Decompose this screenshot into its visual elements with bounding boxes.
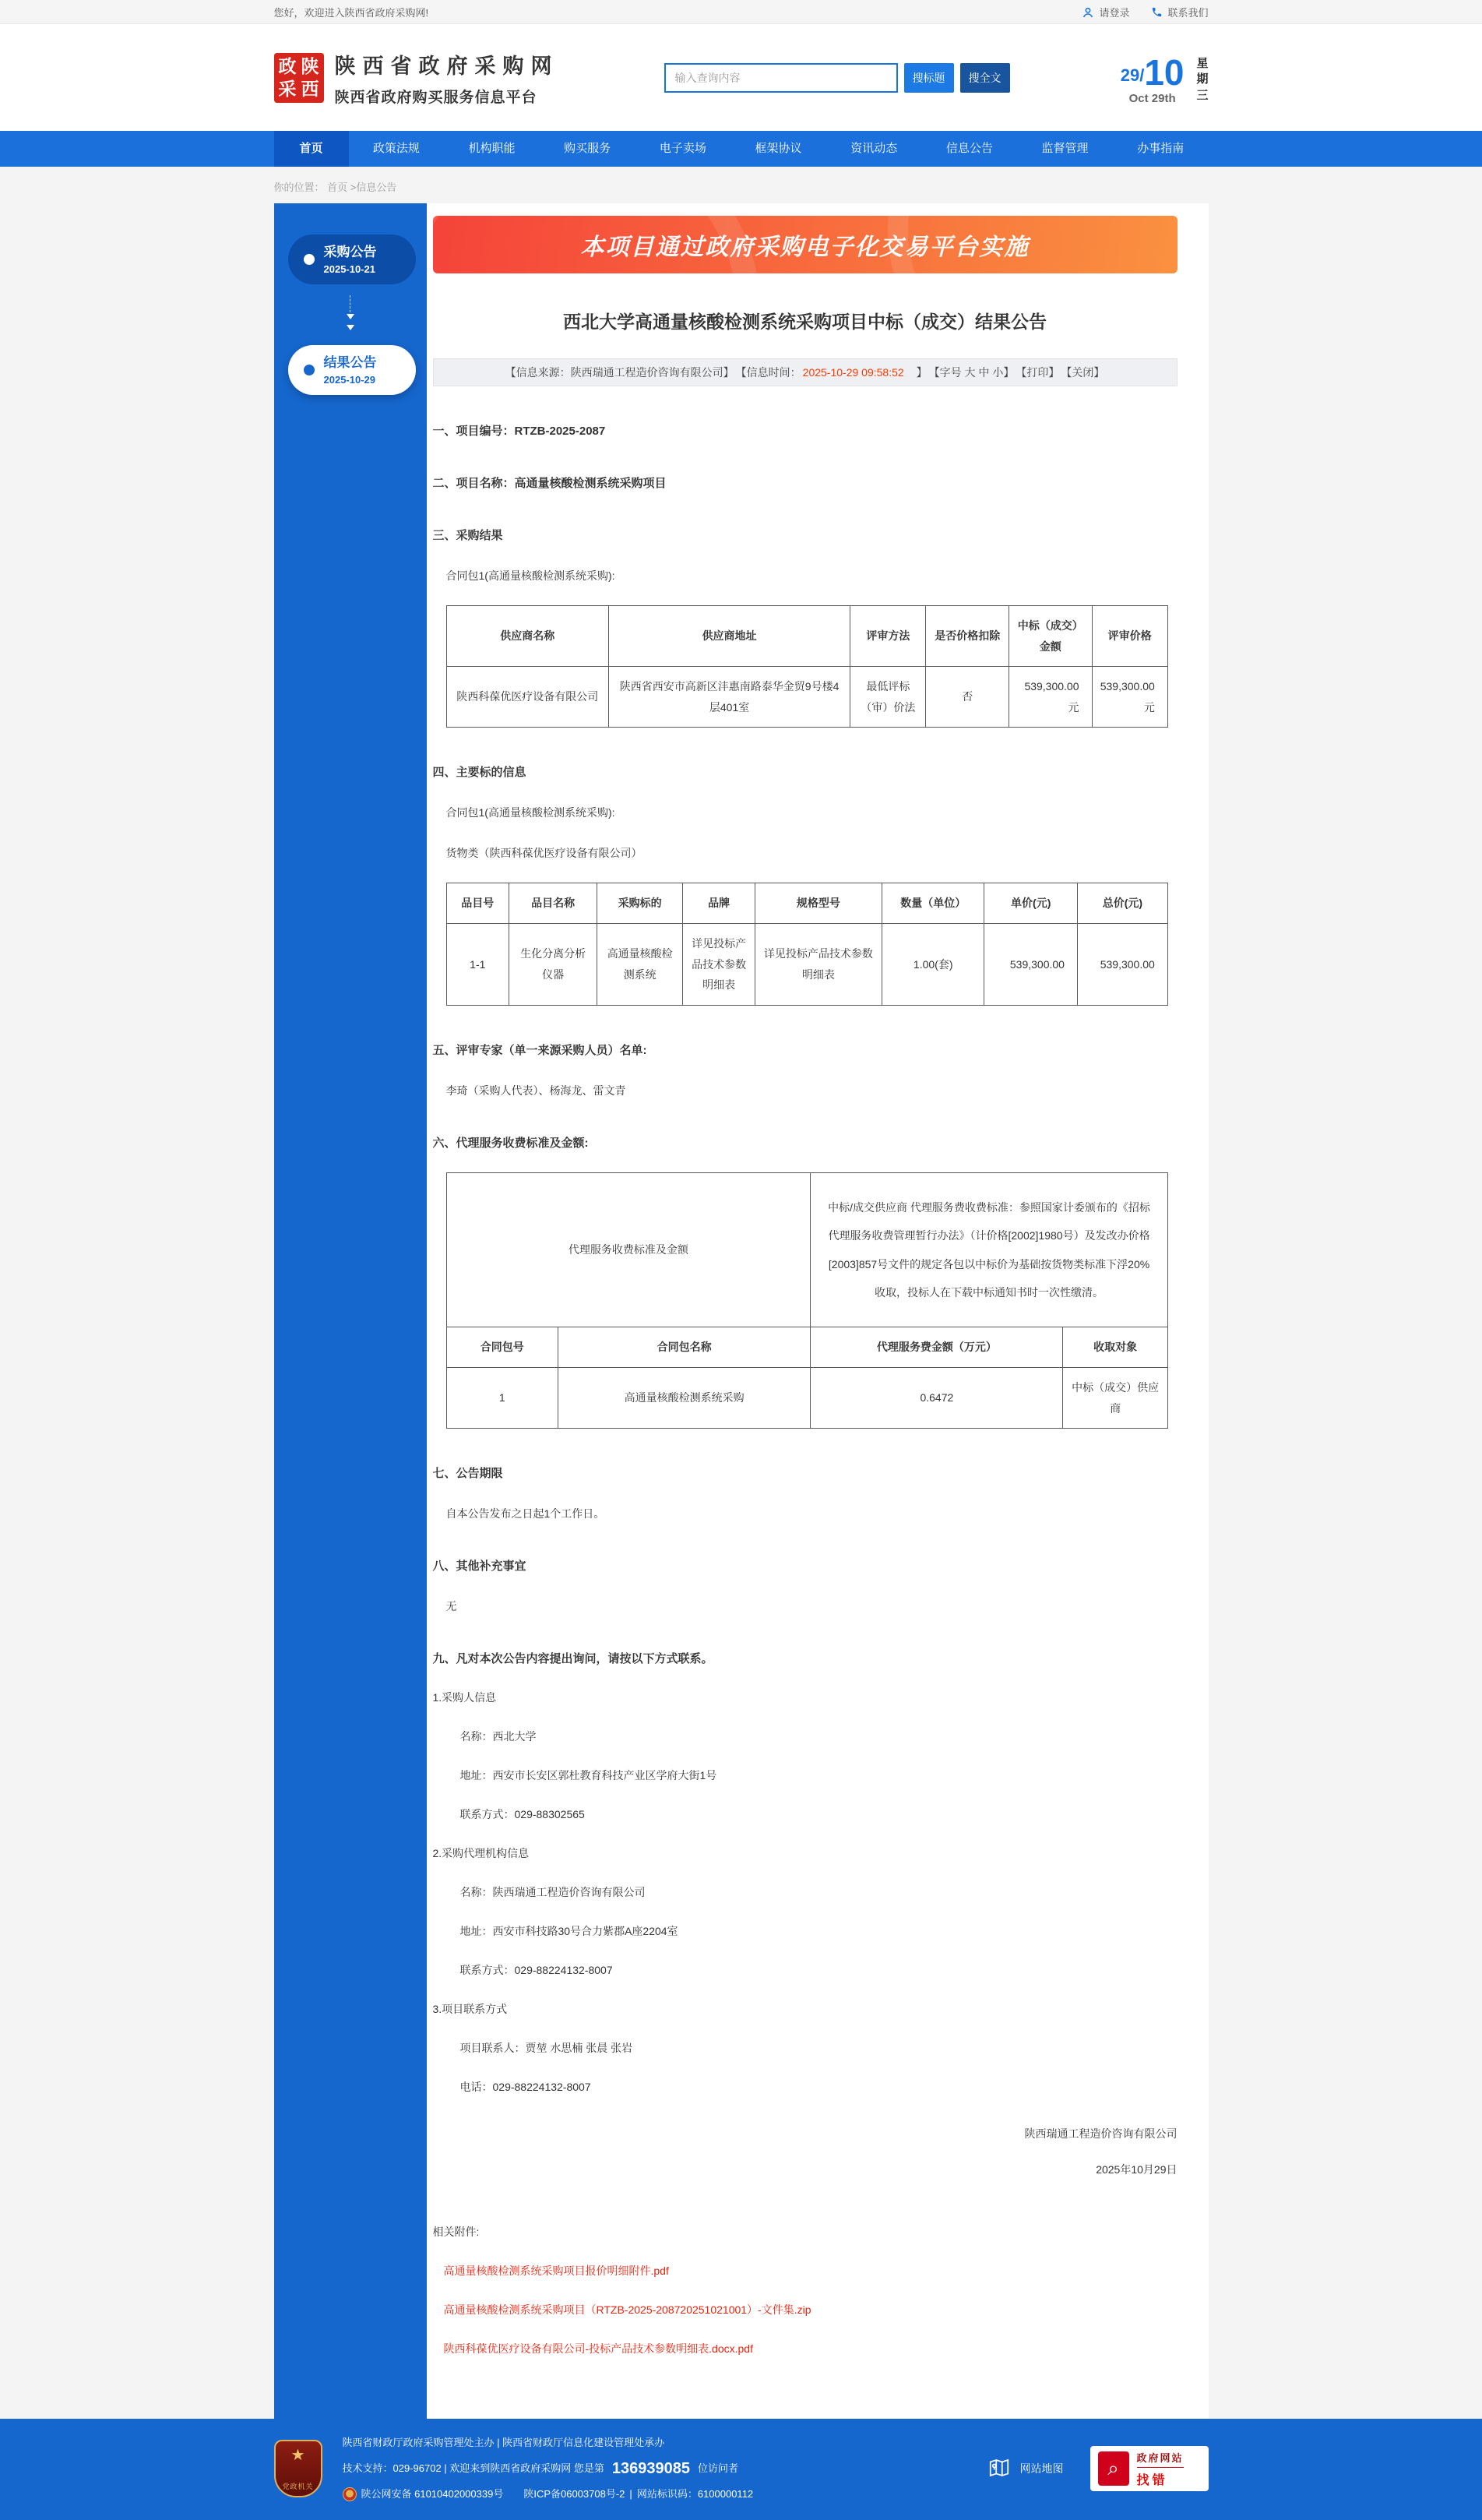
price-deduction: 否 xyxy=(926,667,1009,728)
sidebar-item-date: 2025-10-29 xyxy=(323,373,375,386)
sidebar-item-date: 2025-10-21 xyxy=(323,263,375,275)
nav-item-announcements[interactable]: 信息公告 xyxy=(945,142,993,155)
breadcrumb-separator: > xyxy=(350,182,357,193)
section-contact-info: 九、凡对本次公告内容提出询问，请按以下方式联系。 xyxy=(432,1652,713,1666)
goods-category-line: 货物类（陕西科葆优医疗设备有限公司） xyxy=(445,847,642,860)
col-header: 合同包号 xyxy=(446,1327,558,1368)
project-contacts: 项目联系人：贾堃 水思楠 张晨 张岩 xyxy=(459,2042,633,2055)
agency-info-title: 2.采购代理机构信息 xyxy=(432,1847,530,1860)
print-button[interactable]: 【打印】 xyxy=(1016,366,1060,379)
agency-phone: 联系方式：029-88224132-8007 xyxy=(459,1964,613,1977)
article-meta-bar xyxy=(433,358,1178,386)
logo-char: 采 xyxy=(278,78,297,99)
package-name: 高通量核酸检测系统采购 xyxy=(558,1367,811,1428)
meta-time-label: 【信息时间： xyxy=(735,366,801,379)
phone-icon xyxy=(1151,6,1163,18)
font-size-control[interactable]: 【字号 大 中 小】 xyxy=(928,366,1015,379)
announcement-period-line: 自本公告发布之日起1个工作日。 xyxy=(445,1507,605,1521)
agency-fee-table xyxy=(446,1172,1168,1429)
expert-names-line: 李琦（采购人代表）、杨海龙、雷文青 xyxy=(445,1084,626,1097)
section-other-matters: 八、其他补充事宜 xyxy=(432,1560,526,1574)
icp-filing: 陕ICP备06003708号-2 xyxy=(523,2488,625,2501)
logo-char: 西 xyxy=(301,78,319,99)
sidebar-item-title: 采购公告 xyxy=(323,245,377,260)
logo-seal-icon xyxy=(274,53,324,103)
table-row xyxy=(446,667,1167,728)
brand: 详见投标产品技术参数明细表 xyxy=(683,923,755,1005)
star-icon: ★ xyxy=(290,2447,305,2465)
topbar xyxy=(0,0,1482,24)
site-title: 陕西省政府采购网 xyxy=(334,54,559,78)
sitemap-link[interactable] xyxy=(986,2456,1064,2482)
procurement-subject: 高通量核酸检测系统 xyxy=(597,923,683,1005)
quantity: 1.00(套) xyxy=(882,923,984,1005)
attachment-link-quote-pdf[interactable]: 高通量核酸检测系统采购项目报价明细附件.pdf xyxy=(443,2264,669,2278)
search-fulltext-button[interactable]: 搜全文 xyxy=(960,63,1010,93)
site-subtitle: 陕西省政府购买服务信息平台 xyxy=(334,89,537,106)
nav-item-emarket[interactable]: 电子卖场 xyxy=(659,142,706,155)
supplier-result-table xyxy=(446,605,1168,728)
visitor-count: 136939085 xyxy=(611,2460,690,2478)
site-header xyxy=(0,24,1482,131)
project-phone: 电话：029-88224132-8007 xyxy=(459,2081,591,2094)
package-number: 1 xyxy=(446,1367,558,1428)
table-row xyxy=(446,1367,1167,1428)
sidebar-item-result-notice[interactable] xyxy=(288,345,416,395)
section-procurement-result: 三、采购结果 xyxy=(432,529,503,542)
date-english: Oct 29th xyxy=(1128,92,1176,105)
agency-fee-description: 中标/成交供应商 代理服务费收费标准：参照国家计委颁布的《招标代理服务收费管理暂行办法》（计价格[2002]1980号）及发改办价格[2003]857号文件的规定各包以中标价为基础按货物类标准下浮20%收取，投标人在下载中标通知书时一次性缴清。 xyxy=(811,1172,1168,1327)
article-title: 西北大学高通量核酸检测系统采购项目中标（成交）结果公告 xyxy=(563,312,1047,332)
fee-payer: 中标（成交）供应商 xyxy=(1063,1367,1167,1428)
agency-address: 地址：西安市科技路30号合力紫郡A座2204室 xyxy=(459,1925,678,1938)
attachment-link-params-pdf[interactable]: 陕西科葆优医疗设备有限公司-投标产品技术参数明细表.docx.pdf xyxy=(443,2342,753,2356)
section-project-name: 二、项目名称：高通量核酸检测系统采购项目 xyxy=(432,477,667,490)
user-icon xyxy=(1082,6,1094,19)
breadcrumb-current: 信息公告 xyxy=(356,182,397,193)
nav-item-policies[interactable]: 政策法规 xyxy=(372,142,420,155)
agency-name: 名称：陕西瑞通工程造价咨询有限公司 xyxy=(459,1886,646,1899)
police-badge-icon xyxy=(343,2487,357,2501)
item-name: 生化分离分析仪器 xyxy=(509,923,597,1005)
project-contact-title: 3.项目联系方式 xyxy=(432,2003,508,2016)
footer-text-block xyxy=(343,2436,754,2501)
article-content xyxy=(427,203,1209,2419)
col-header: 评审价格 xyxy=(1092,606,1167,667)
table-header-row xyxy=(446,1327,1167,1368)
col-header: 收取对象 xyxy=(1063,1327,1167,1368)
nav-item-purchase-service[interactable]: 购买服务 xyxy=(564,142,611,155)
nav-item-supervision[interactable]: 监督管理 xyxy=(1041,142,1089,155)
search-bar xyxy=(664,63,1010,93)
review-price: 539,300.00元 xyxy=(1092,667,1167,728)
nav-item-functions[interactable]: 机构职能 xyxy=(468,142,516,155)
logo-char: 政 xyxy=(278,55,297,76)
purchaser-address: 地址：西安市长安区郭杜教育科技产业区学府大街1号 xyxy=(459,1769,717,1782)
contract-package-line: 合同包1(高通量核酸检测系统采购): xyxy=(445,806,615,819)
award-amount: 539,300.00元 xyxy=(1009,667,1093,728)
breadcrumb xyxy=(274,167,1209,203)
party-gov-shield-icon xyxy=(274,2440,322,2497)
magnifier-icon: ⌕ xyxy=(1098,2451,1129,2486)
nav-item-home[interactable]: 首页 xyxy=(274,131,349,167)
search-title-button[interactable]: 搜标题 xyxy=(904,63,954,93)
timeline-arrow-icon xyxy=(274,295,427,334)
attachment-link-fileset-zip[interactable]: 高通量核酸检测系统采购项目（RTZB-2025-208720251021001）-文件集.zip xyxy=(443,2303,811,2317)
col-header: 品目号 xyxy=(446,883,509,924)
weekday-char: 星 xyxy=(1196,57,1209,70)
col-header: 供应商名称 xyxy=(446,606,608,667)
purchaser-name: 名称：西北大学 xyxy=(459,1730,537,1743)
gov-security-filing: 陕公网安备 61010402000339号 xyxy=(361,2488,504,2501)
logo-char: 陕 xyxy=(301,55,319,76)
item-number: 1-1 xyxy=(446,923,509,1005)
login-link[interactable] xyxy=(1082,5,1129,19)
supplier-name: 陕西科葆优医疗设备有限公司 xyxy=(446,667,608,728)
footer-right-block xyxy=(986,2446,1209,2491)
table-header-row xyxy=(446,883,1167,924)
supplier-address: 陕西省西安市高新区沣惠南路泰华金贸9号楼4层401室 xyxy=(608,667,850,728)
error-badge-site-label: 政府网站 xyxy=(1137,2450,1184,2468)
section-project-number: 一、项目编号：RTZB-2025-2087 xyxy=(432,425,606,438)
nav-item-framework[interactable]: 框架协议 xyxy=(755,142,802,155)
contact-us-link[interactable] xyxy=(1151,5,1208,19)
date-widget xyxy=(1121,50,1209,105)
sitemap-label: 网站地图 xyxy=(1019,2462,1064,2476)
site-identifier-code: 网站标识码：6100000112 xyxy=(636,2488,754,2501)
footer-separator: | xyxy=(629,2488,632,2501)
col-header: 是否价格扣除 xyxy=(926,606,1009,667)
search-input[interactable] xyxy=(664,63,898,93)
agency-fee-label: 代理服务收费标准及金额 xyxy=(446,1172,811,1327)
nav-item-news[interactable]: 资讯动态 xyxy=(850,142,898,155)
error-badge-find-label: 找错 xyxy=(1136,2473,1168,2487)
close-button[interactable]: 【关闭】 xyxy=(1061,366,1105,379)
footer-organizer-line: 陕西省财政厅政府采购管理处主办 | 陕西省财政厅信息化建设管理处承办 xyxy=(342,2437,665,2449)
col-header: 品目名称 xyxy=(509,883,597,924)
contract-package-line: 合同包1(高通量核酸检测系统采购): xyxy=(445,569,615,582)
login-label: 请登录 xyxy=(1099,7,1130,19)
nav-item-guide[interactable]: 办事指南 xyxy=(1137,142,1185,155)
purchaser-phone: 联系方式：029-88302565 xyxy=(459,1808,585,1821)
table-header-row xyxy=(446,606,1167,667)
col-header: 合同包名称 xyxy=(558,1327,811,1368)
site-footer xyxy=(0,2419,1482,2520)
section-main-subject-info: 四、主要标的信息 xyxy=(432,766,526,780)
contact-label: 联系我们 xyxy=(1167,7,1209,19)
timeline-dot-icon xyxy=(304,254,315,265)
section-announcement-period: 七、公告期限 xyxy=(432,1467,503,1481)
col-header: 评审方法 xyxy=(850,606,926,667)
weekday-label xyxy=(1196,55,1208,104)
signature-block xyxy=(433,2126,1178,2177)
weekday-char: 三 xyxy=(1196,88,1209,102)
footer-support-text: 技术支持：029-96702 | 欢迎来到陕西省政府采购网 您是第 xyxy=(342,2462,604,2475)
weekday-char: 期 xyxy=(1196,72,1209,86)
col-header: 规格型号 xyxy=(755,883,882,924)
signature-date: 2025年10月29日 xyxy=(1096,2163,1178,2176)
breadcrumb-prefix: 你的位置： xyxy=(273,182,325,193)
map-icon xyxy=(986,2456,1012,2482)
welcome-text: 您好，欢迎进入陕西省政府采购网! xyxy=(273,7,429,19)
footer-visitor-suffix: 位访问者 xyxy=(698,2462,739,2475)
other-matters-line: 无 xyxy=(445,1600,457,1613)
breadcrumb-home-link[interactable]: 首页 xyxy=(327,182,348,193)
topbar-actions xyxy=(1082,5,1208,19)
date-month: 10 xyxy=(1144,52,1185,93)
col-header: 总价(元) xyxy=(1077,883,1167,924)
sidebar-item-title: 结果公告 xyxy=(323,355,377,371)
sidebar-item-procurement-notice[interactable] xyxy=(288,234,416,284)
col-header: 数量（单位） xyxy=(882,883,984,924)
meta-time-close: 】 xyxy=(905,366,928,379)
col-header: 代理服务费金额（万元） xyxy=(811,1327,1063,1368)
agency-fee-amount: 0.6472 xyxy=(811,1367,1063,1428)
page-background xyxy=(0,167,1482,2419)
total-price: 539,300.00 xyxy=(1077,923,1167,1005)
meta-time-value: 2025-10-29 09:58:52 xyxy=(802,366,904,379)
timeline-dot-icon xyxy=(304,365,315,375)
table-row xyxy=(446,923,1167,1005)
table-merged-row xyxy=(446,1172,1167,1327)
shield-label: 党政机关 xyxy=(282,2483,314,2491)
subject-detail-table xyxy=(446,883,1168,1005)
attachments-label: 相关附件: xyxy=(432,2226,480,2239)
eplatform-banner xyxy=(433,216,1178,273)
col-header: 单价(元) xyxy=(984,883,1077,924)
purchaser-info-title: 1.采购人信息 xyxy=(432,1691,497,1704)
gov-site-error-report-badge[interactable] xyxy=(1090,2446,1209,2491)
col-header: 供应商地址 xyxy=(608,606,850,667)
spec-model: 详见投标产品技术参数明细表 xyxy=(755,923,882,1005)
unit-price: 539,300.00 xyxy=(984,923,1077,1005)
site-logo[interactable] xyxy=(274,49,559,107)
col-header: 中标（成交）金额 xyxy=(1009,606,1093,667)
review-method: 最低评标（审）价法 xyxy=(850,667,926,728)
section-review-experts: 五、评审专家（单一来源采购人员）名单: xyxy=(432,1043,647,1057)
banner-text: 本项目通过政府采购电子化交易平台实施 xyxy=(580,234,1030,260)
announcement-timeline-sidebar xyxy=(274,203,427,2419)
section-agency-fee: 六、代理服务收费标准及金额: xyxy=(432,1136,589,1150)
meta-source: 【信息来源：陕西瑞通工程造价咨询有限公司】 xyxy=(505,366,734,379)
date-day: 29/ xyxy=(1120,65,1145,85)
signature-company: 陕西瑞通工程造价咨询有限公司 xyxy=(1024,2127,1178,2141)
main-nav xyxy=(0,131,1482,167)
col-header: 品牌 xyxy=(683,883,755,924)
col-header: 采购标的 xyxy=(597,883,683,924)
